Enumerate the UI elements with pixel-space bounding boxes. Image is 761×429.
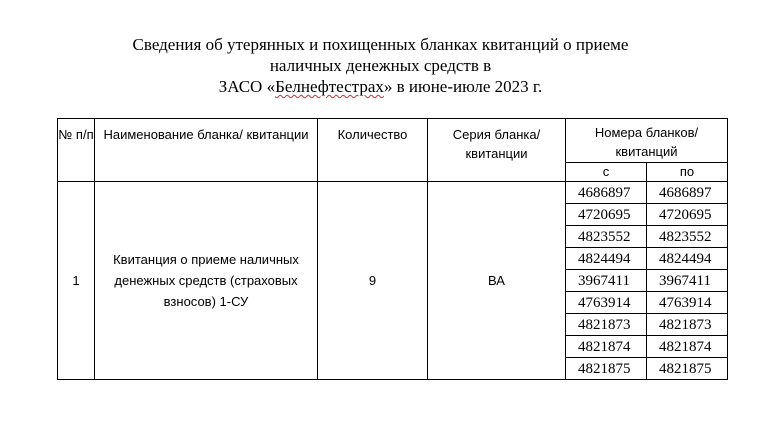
title-line-3-before: ЗАСО « — [218, 77, 276, 96]
header-series: Серия бланка/ квитанции — [428, 119, 566, 182]
header-quantity: Количество — [318, 119, 428, 182]
title-line-2: наличных денежных средств в — [269, 56, 492, 75]
row-name: Квитанция о приеме наличных денежных средств (страховых взносов) 1-СУ — [95, 182, 318, 380]
row-quantity: 9 — [318, 182, 428, 380]
range-to: 4821874 — [647, 336, 728, 358]
range-from: 4686897 — [566, 182, 647, 204]
header-from: с — [566, 162, 647, 181]
range-from: 4824494 — [566, 248, 647, 270]
title-line-3-after: » в июне-июле 2023 г. — [383, 77, 543, 96]
title-line-3 — [0, 76, 761, 97]
receipts-table — [57, 118, 728, 380]
header-row — [58, 119, 728, 163]
header-name: Наименование бланка/ квитанции — [95, 119, 318, 182]
range-from: 4720695 — [566, 204, 647, 226]
header-number: № п/п — [58, 119, 95, 182]
range-to: 3967411 — [647, 270, 728, 292]
range-from: 4821875 — [566, 358, 647, 380]
row-series: ВА — [428, 182, 566, 380]
row-number: 1 — [58, 182, 95, 380]
range-to: 4821873 — [647, 314, 728, 336]
title-line-1: Сведения об утерянных и похищенных бланках квитанций о приеме — [132, 35, 629, 54]
range-to: 4821875 — [647, 358, 728, 380]
range-from: 4823552 — [566, 226, 647, 248]
range-to: 4763914 — [647, 292, 728, 314]
header-numbers: Номера бланков/квитанций — [566, 119, 728, 163]
range-to: 4824494 — [647, 248, 728, 270]
range-from: 4763914 — [566, 292, 647, 314]
range-from: 4821873 — [566, 314, 647, 336]
range-from: 3967411 — [566, 270, 647, 292]
table-row — [58, 182, 728, 204]
company-name-spellcheck: Белнефтестрах — [275, 77, 384, 96]
header-to: по — [647, 162, 728, 181]
range-to: 4823552 — [647, 226, 728, 248]
range-to: 4686897 — [647, 182, 728, 204]
range-from: 4821874 — [566, 336, 647, 358]
document-title — [0, 34, 761, 97]
range-to: 4720695 — [647, 204, 728, 226]
